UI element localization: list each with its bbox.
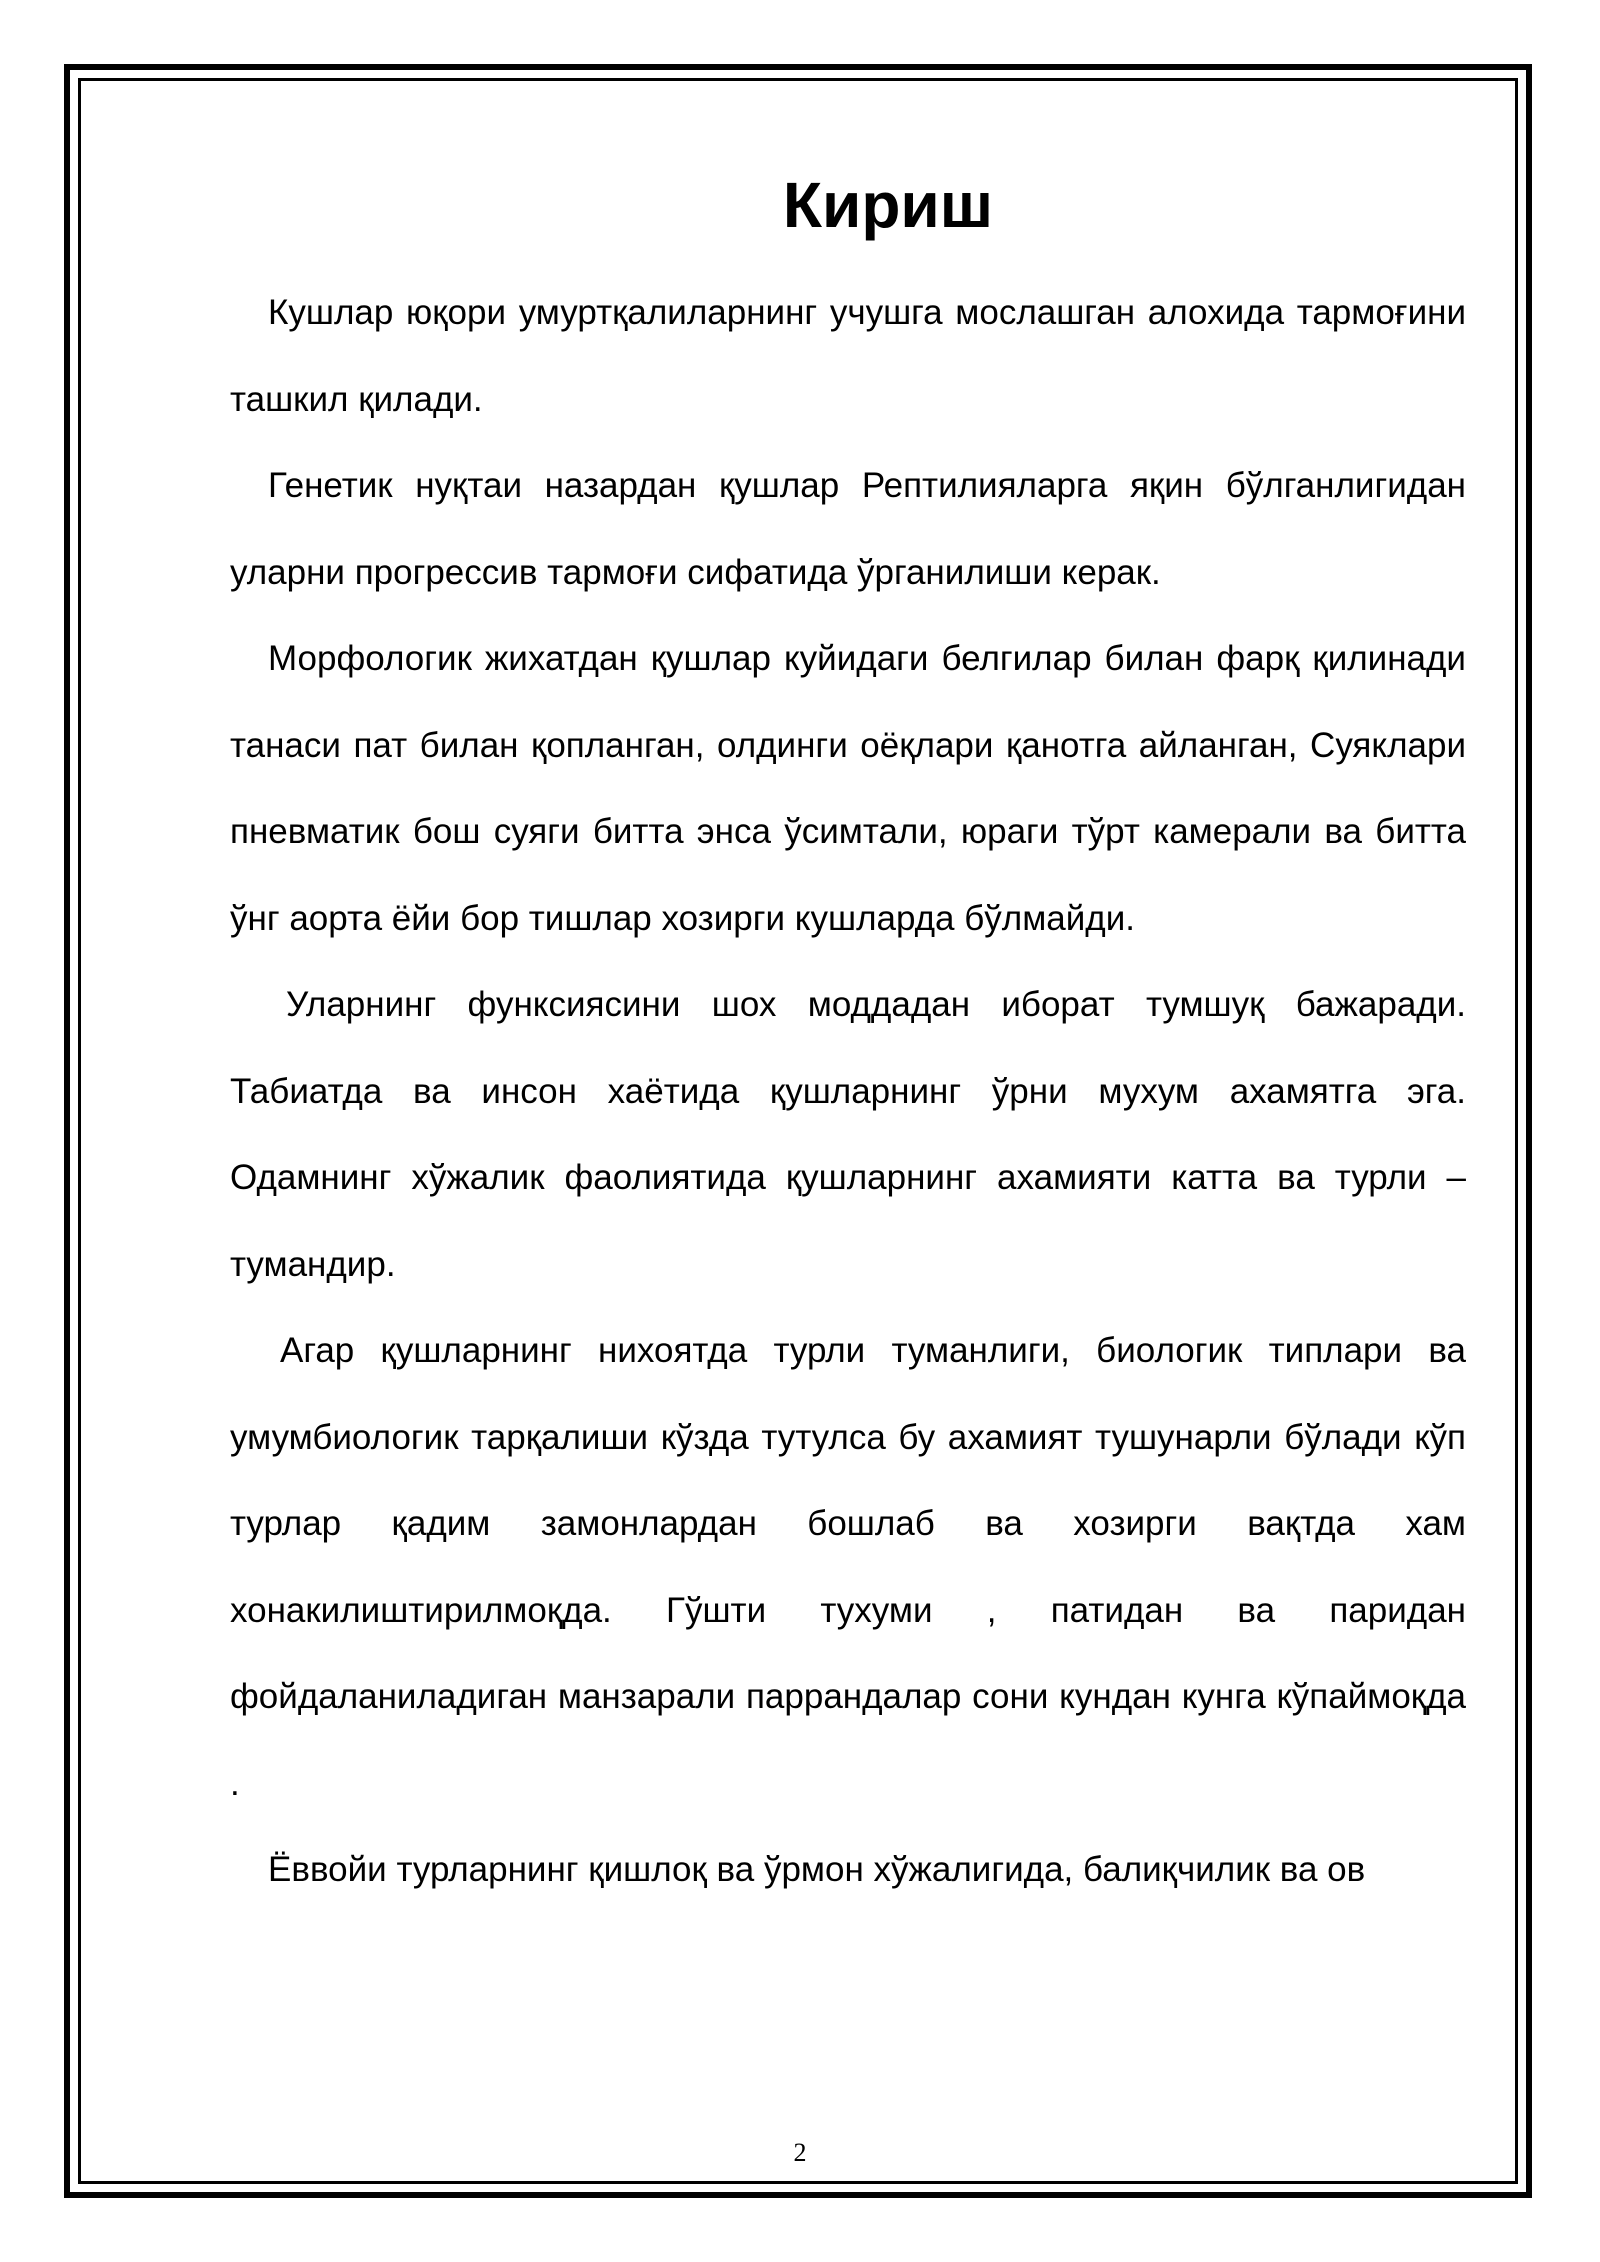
- paragraph-4: Уларнинг функсиясини шох моддадан иборат тумшуқ бажаради. Табиатда ва инсон хаётида қушларнинг ўрни мухум ахамятга эга. Одамнинг хўжалик фаолиятида қушларнинг ахамияти катта ва турли –тумандир.: [230, 985, 1466, 1284]
- paragraph-2: Генетик нуқтаи назардан қушлар Рептилияларга яқин бўлганлигидан уларни прогрессив тармоғи сифатида ўрганилиши керак.: [230, 466, 1466, 592]
- page-number: 2: [793, 2138, 807, 2167]
- paragraph-6: Ёввойи турларнинг қишлоқ ва ўрмон хўжалигида, балиқчилик ва ов: [268, 1850, 1366, 1889]
- page-title: Кириш: [782, 169, 994, 241]
- paragraph-5: Агар қушларнинг нихоятда турли туманлиги, биологик типлари ва умумбиологик тарқалиши кўзда тутулса бу ахамият тушунарли бўлади кўп турлар қадим замонлардан бошлаб ва хозирги вақтда хам хонакилиштирилмоқда. Гўшти тухуми , патидан ва паридан фойдаланиладиган манзарали паррандалар сони кундан кунга кўпаймоқда .: [230, 1331, 1466, 1803]
- paragraph-3: Морфологик жихатдан қушлар куйидаги белгилар билан фарқ қилинади танаси пат билан қопланган, олдинги оёқлари қанотга айланган, Суяклари пневматик бош суяги битта энса ўсимтали, юраги тўрт камерали ва битта ўнг аорта ёйи бор тишлар хозирги кушларда бўлмайди.: [230, 639, 1466, 938]
- document-body: [230, 150, 1466, 1914]
- paragraph-1: Кушлар юқори умуртқалиларнинг учушга мослашган алохида тармоғини ташкил қилади.: [230, 293, 1466, 419]
